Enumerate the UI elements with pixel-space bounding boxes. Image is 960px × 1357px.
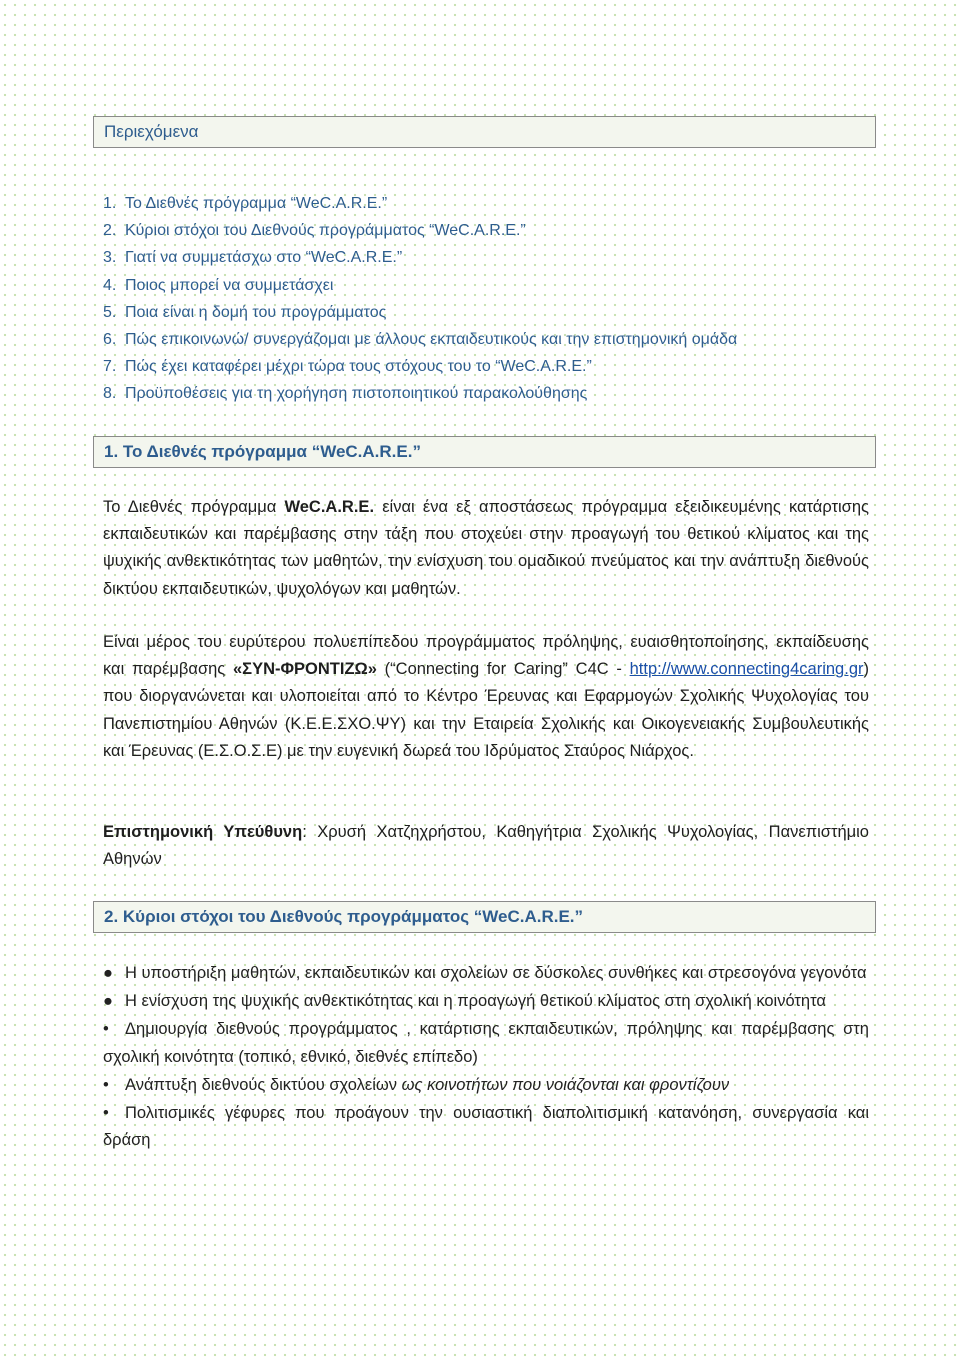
context-rest-text: ) που διοργανώνεται και υλοποιείται από το Κέντρο Έρευνας και Εφαρμογών Σχολικής Ψυχολογίας του Πανεπιστημίου Αθηνών (Κ.Ε.Ε.ΣΧΟ.ΨΥ) και την Εταιρεία Σχολικής και Οικογενειακής Συμβουλευτικής και Έρευνας (Ε.Σ.Ο.Σ.Ε) με την ευγενική δωρεά του Ιδρύματος Σταύρος Νιάρχος. [103,660,869,760]
section1-paragraph-supervisor [103,819,869,873]
c4c-website-link[interactable]: http://www.connecting4caring.gr [629,660,864,679]
toc-item-label: Ποια είναι η δομή του προγράμματος [125,303,387,321]
goal-text: Πολιτισμικές γέφυρες που προάγουν την ουσιαστική διαπολιτισμική κατανόηση, συνεργασία και δράση [103,1104,869,1150]
toc-item-label: Γιατί να συμμετάσχω στο “WeC.A.R.E.” [125,249,403,267]
supervisor-label: Επιστημονική Υπεύθυνη [103,823,303,841]
bullet-icon: • [103,1104,109,1123]
list-item [103,1072,869,1099]
toc-list [103,190,737,408]
toc-item[interactable] [103,217,737,244]
supervisor-text: : Χρυσή Χατζηχρήστου, Καθηγήτρια Σχολικής Ψυχολογίας, Πανεπιστήμιο Αθηνών [103,823,869,869]
intro-lead-text: Το Διεθνές πρόγραμμα [103,498,285,516]
toc-title: Περιεχόμενα [104,122,199,141]
goal-text: Ανάπτυξη διεθνούς δικτύου σχολείων [125,1075,402,1094]
toc-item[interactable] [103,272,737,299]
toc-item[interactable] [103,380,737,407]
goals-list [103,960,869,1155]
toc-item-number: 1. [103,195,117,212]
toc-item-number: 4. [103,276,117,294]
section1-paragraph-context [103,629,869,765]
toc-item-label: Πώς επικοινωνώ/ συνεργάζομαι με άλλους εκπαιδευτικούς και την επιστημονική ομάδα [125,330,738,348]
toc-item[interactable] [103,244,737,271]
section2-heading: 2. Κύριοι στόχοι του Διεθνούς προγράμματος “WeC.A.R.E.” [104,907,584,926]
list-item [103,960,869,987]
toc-item[interactable] [103,190,737,217]
toc-item-label: Προϋποθέσεις για τη χορήγηση πιστοποιητικού παρακολούθησης [125,385,588,403]
bullet-icon: ● [103,964,113,982]
toc-item-label: Κύριοι στόχοι του Διεθνούς προγράμματος “WeC.A.R.E.” [125,222,526,240]
section1-heading-box [93,436,876,468]
goal-text: Η ενίσχυση της ψυχικής ανθεκτικότητας και η προαγωγή θετικού κλίματος στη σχολική κοινότητα [125,992,826,1011]
goal-text-italic: ως κοινοτήτων που νοιάζονται και φροντίζουν [401,1075,730,1094]
toc-item-number: 7. [103,358,117,376]
section2-heading-box [93,901,876,933]
syn-frontizo-name: «ΣΥΝ-ΦΡΟΝΤΙΖΩ» [232,660,377,679]
toc-item-number: 5. [103,303,117,321]
goal-text: Δημιουργία διεθνούς προγράμματος , κατάρτισης εκπαιδευτικών, πρόληψης και παρέμβασης στη σχολική κοινότητα (τοπικό, εθνικό, διεθνές επίπεδο) [103,1020,869,1066]
toc-item[interactable] [103,353,737,380]
bullet-icon: ● [103,992,113,1011]
program-name: WeC.A.R.E. [284,498,375,516]
toc-item-number: 6. [103,330,117,348]
bullet-icon: • [103,1075,109,1094]
section1-heading: 1. Το Διεθνές πρόγραμμα “WeC.A.R.E.” [104,442,421,461]
toc-item[interactable] [103,299,737,326]
toc-item-number: 3. [103,249,117,267]
context-lead-text: Είναι μέρος του ευρύτερου πολυεπίπεδου προγράμματος πρόληψης, ευαισθητοποίησης, εκπαίδευσης και παρέμβασης [103,633,869,679]
toc-item-number: 2. [103,222,117,240]
bullet-icon: • [103,1020,109,1039]
toc-title-box [93,116,876,148]
toc-item-label: Το Διεθνές πρόγραμμα “WeC.A.R.E.” [125,195,388,212]
section1-paragraph-intro [103,494,869,603]
list-item [103,988,869,1015]
intro-rest-text: είναι ένα εξ αποστάσεως πρόγραμμα εξειδικευμένης κατάρτισης εκπαιδευτικών και παρέμβασης στην τάξη που στοχεύει στην προαγωγή του θετικού κλίματος και της ψυχικής ανθεκτικότητας των μαθητών, την ενίσχυση του ομαδικού πνεύματος και την ανάπτυξη διεθνούς δικτύου εκπαιδευτικών, ψυχολόγων και μαθητών. [103,498,869,598]
toc-item-label: Ποιος μπορεί να συμμετάσχει [125,276,334,294]
list-item [103,1016,869,1070]
toc-item-label: Πώς έχει καταφέρει μέχρι τώρα τους στόχους του το “WeC.A.R.E.” [125,358,592,376]
context-mid-text: (“Connecting for Caring” C4C - [376,660,630,679]
toc-item[interactable] [103,326,737,353]
goal-text: Η υποστήριξη μαθητών, εκπαιδευτικών και σχολείων σε δύσκολες συνθήκες και στρεσογόνα γεγονότα [125,964,867,982]
toc-item-number: 8. [103,385,117,403]
list-item [103,1100,869,1154]
